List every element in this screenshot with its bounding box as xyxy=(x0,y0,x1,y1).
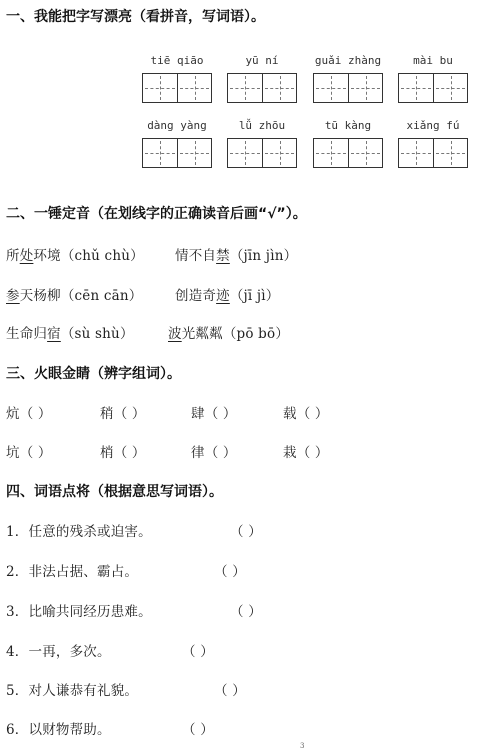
writing-grid-2-4[interactable] xyxy=(398,138,468,168)
definition-text-5: 5．对人谦恭有礼貌。 xyxy=(6,683,139,699)
definition-blank-5[interactable]: （ ） xyxy=(214,683,246,699)
pinyin-1-1: tiē qiāo xyxy=(150,54,204,67)
pronunciation-item-4: 创造奇迹（jī jì） xyxy=(175,288,280,304)
pronunciation-item-6: 波光粼粼（pō bō） xyxy=(168,326,290,342)
definition-text-3: 3．比喻共同经历患难。 xyxy=(6,604,152,620)
definition-text-2: 2．非法占据、霸占。 xyxy=(6,564,139,580)
writing-grid-1-4[interactable] xyxy=(398,73,468,103)
writing-grid-2-2[interactable] xyxy=(227,138,297,168)
definition-text-6: 6．以财物帮助。 xyxy=(6,722,111,738)
definition-text-1: 1．任意的残杀或迫害。 xyxy=(6,524,152,540)
writing-grid-2-3[interactable] xyxy=(313,138,383,168)
pinyin-1-2: yū ní xyxy=(245,54,279,67)
section3-title: 三、火眼金睛（辨字组词）。 xyxy=(6,366,181,382)
definition-blank-6[interactable]: （ ） xyxy=(182,722,214,738)
writing-grid-1-3[interactable] xyxy=(313,73,383,103)
char-compare-1-2[interactable]: 稍（ ） xyxy=(100,406,146,422)
pinyin-2-4: xiǎng fú xyxy=(406,119,460,132)
section1-title: 一、我能把字写漂亮（看拼音，写词语）。 xyxy=(6,9,265,25)
pinyin-2-2: lǚ zhōu xyxy=(238,119,286,132)
char-compare-2-1[interactable]: 坑（ ） xyxy=(6,445,52,461)
writing-grid-1-1[interactable] xyxy=(142,73,212,103)
pronunciation-item-5: 生命归宿（sù shù） xyxy=(6,326,134,342)
pronunciation-item-3: 参天杨柳（cēn cān） xyxy=(6,288,143,304)
pinyin-2-1: dàng yàng xyxy=(147,119,207,132)
char-compare-2-3[interactable]: 律（ ） xyxy=(191,445,237,461)
pinyin-2-3: tū kàng xyxy=(324,119,372,132)
definition-blank-2[interactable]: （ ） xyxy=(214,564,246,580)
pinyin-1-3: guǎi zhàng xyxy=(314,54,382,67)
char-compare-2-4[interactable]: 栽（ ） xyxy=(283,445,329,461)
char-compare-2-2[interactable]: 梢（ ） xyxy=(100,445,146,461)
char-compare-1-1[interactable]: 炕（ ） xyxy=(6,406,52,422)
pinyin-1-4: mài bu xyxy=(413,54,453,67)
definition-blank-4[interactable]: （ ） xyxy=(182,644,214,660)
writing-grid-2-1[interactable] xyxy=(142,138,212,168)
pronunciation-item-2: 情不自禁（jīn jìn） xyxy=(175,248,298,264)
page-number: 3 xyxy=(300,742,305,750)
pronunciation-item-1: 所处环境（chǔ chù） xyxy=(6,248,144,264)
definition-blank-3[interactable]: （ ） xyxy=(230,604,262,620)
char-compare-1-4[interactable]: 载（ ） xyxy=(283,406,329,422)
definition-blank-1[interactable]: （ ） xyxy=(230,524,262,540)
writing-grid-1-2[interactable] xyxy=(227,73,297,103)
section2-title: 二、一锤定音（在划线字的正确读音后画“√”）。 xyxy=(6,206,307,222)
char-compare-1-3[interactable]: 肆（ ） xyxy=(191,406,237,422)
section4-title: 四、词语点将（根据意思写词语）。 xyxy=(6,484,223,500)
definition-text-4: 4．一再，多次。 xyxy=(6,644,111,660)
